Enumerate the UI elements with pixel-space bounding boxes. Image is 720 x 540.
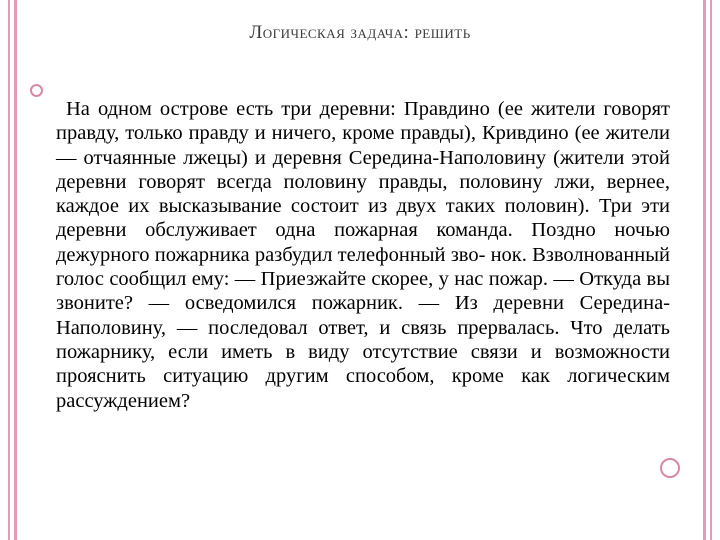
bullet-icon	[30, 84, 43, 97]
frame-left-outer	[8, 0, 10, 540]
frame-right-inner	[703, 0, 706, 540]
task-paragraph: На одном острове есть три деревни: Правдино (ее жители говорят правду, только правду и ничего, кроме правды), Кривдино (ее жители — отчаянные лжецы) и деревня Середина-Наполовину (жители этой деревни говорят всегда половину правды, половину лжи, вернее, каждое их высказывание состоит из двух таких половин). Три эти деревни обслуживает одна пожарная команда. Поздно ночью дежурного пожарника разбудил телефонный зво- нок. Взволнованный голос сообщил ему: — Приезжайте скорее, у нас пожар. — Откуда вы звоните? — осведомился пожарник. — Из деревни Середина-Наполовину, — последовал ответ, и связь прервалась. Что делать пожарнику, если иметь в виду отсутствие связи и возможности прояснить ситуацию другим способом, кроме как логическим рассуждением?	[56, 98, 670, 412]
frame-left-inner	[14, 0, 17, 540]
circle-icon	[660, 458, 680, 478]
slide-title: Логическая задача: решить	[249, 22, 471, 43]
frame-right-outer	[710, 0, 712, 540]
